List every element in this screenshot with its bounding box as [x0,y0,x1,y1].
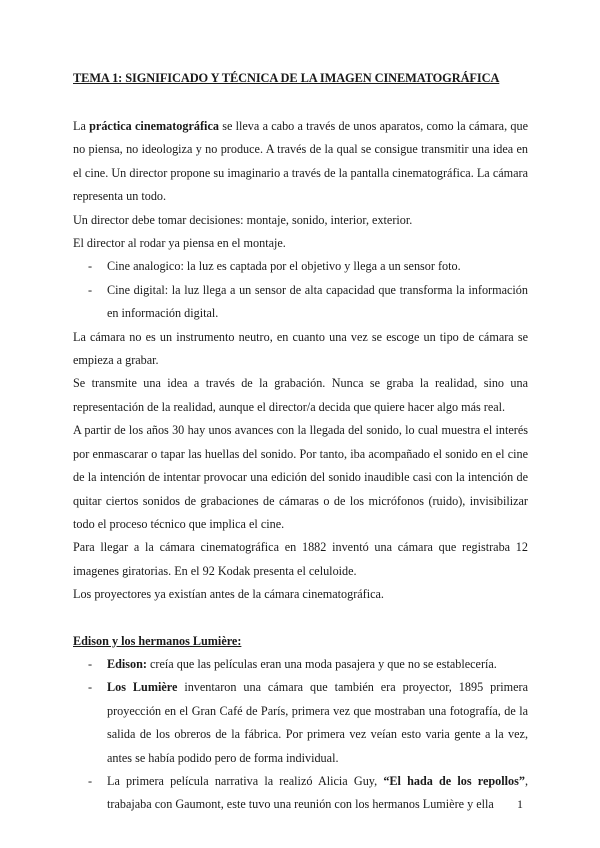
paragraph-text: se lleva a cabo a través de unos aparatos, como la cámara, que no piensa, no ideologiza y no produce. A través de la qual se consigue transmitir una idea en el cine. Un director propone su imaginario a través de la pantalla cinematográfica. La cámara representa un todo. [73,119,528,204]
list-item-text: , trabajaba con Gaumont, este tuvo una reunión con los hermanos Lumière y ella [107,773,528,812]
list-dash: - [88,680,93,695]
paragraph-montaje: El director al rodar ya piensa en el montaje. [73,236,286,251]
paragraph-text: La [73,119,90,133]
bold-term: Los Lumière [107,680,178,695]
list-item-text: creía que las películas eran una moda pasajera y que no se establecería. [146,656,497,671]
paragraph-realidad: Se transmite una idea a través de la grabación. Nunca se graba la realidad, sino una representación de la realidad, aunque el director/a decida que quiere hacer algo más real. [73,376,528,414]
paragraph-sonido: A partir de los años 30 hay unos avances con la llegada del sonido, lo cual muestra el interés por enmascarar o tapar las huellas del sonido. Por tanto, iba acompañado el sonido en el cine de la intención de intentar provocar una edición del sonido inaudible casi con la intención de quitar ciertos sonidos de grabaciones de cámaras o de los micrófonos (ruido), invisibilizar todo el proceso técnico que implica el cine. [73,423,528,531]
camera-type-list [73,255,528,325]
list-item [73,653,528,676]
list-dash: - [88,656,93,671]
page-number: 1 [517,797,523,811]
list-dash: - [88,259,93,274]
section-heading: Edison y los hermanos Lumière: [73,633,242,648]
paragraph-decisiones: Un director debe tomar decisiones: montaje, sonido, interior, exterior. [73,212,413,227]
list-item [73,255,528,278]
list-item [73,279,528,326]
bold-term: Edison: [107,656,147,671]
paragraph-proyectores: Los proyectores ya existían antes de la cámara cinematográfica. [73,587,384,602]
list-item [73,676,528,770]
list-item-text: inventaron una cámara que también era proyector, 1895 primera proyección en el Gran Café de París, primera vez que mostraban una fotografía, de la salida de los obreros de la fábrica. Por primera vez veían esto varia gente a la vez, antes se había podido pero de forma individual. [107,680,529,765]
paragraph-1882: Para llegar a la cámara cinematográfica en 1882 inventó una cámara que registraba 12 imagenes giratorias. En el 92 Kodak presenta el celuloide. [73,540,528,578]
list-dash: - [88,773,93,788]
paragraph-camara-neutro: La cámara no es un instrumento neutro, en cuanto una vez se escoge un tipo de cámara se empieza a grabar. [73,329,528,368]
bold-term: práctica cinematográfica [89,119,219,133]
document-title: TEMA 1: SIGNIFICADO Y TÉCNICA DE LA IMAGEN CINEMATOGRÁFICA [73,71,500,85]
document-body [73,115,528,817]
list-item-text: La primera película narrativa la realizó Alicia Guy, [107,773,384,788]
list-item [73,770,528,817]
list-item-text: Cine analogico: la luz es captada por el objetivo y llega a un sensor foto. [107,259,461,274]
lumiere-list [73,653,528,817]
list-dash: - [88,282,93,297]
bold-term: “El hada de los repollos” [383,773,525,788]
paragraph-practica [73,115,528,209]
list-item-text: Cine digital: la luz llega a un sensor de alta capacidad que transforma la información en información digital. [107,282,528,321]
